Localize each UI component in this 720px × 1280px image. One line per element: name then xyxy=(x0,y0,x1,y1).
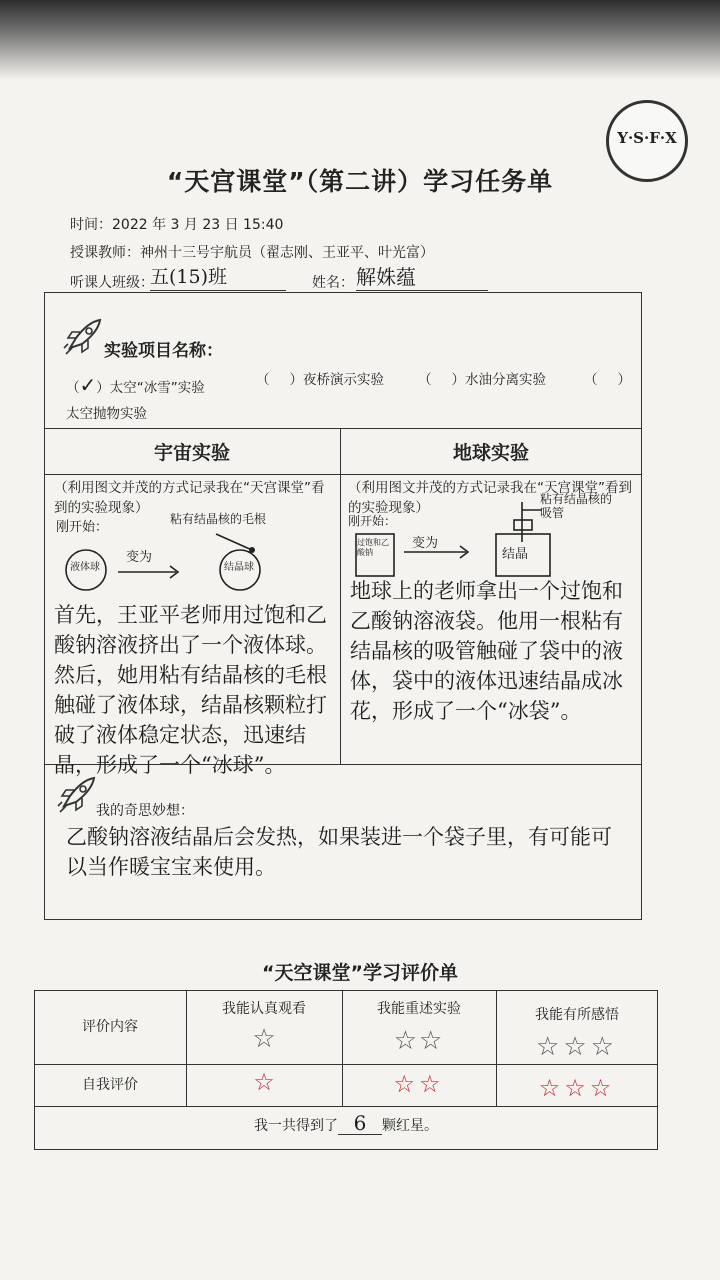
earth-prompt: （利用图文并茂的方式记录我在“天宫课堂”看到的实验现象） xyxy=(348,480,632,516)
divider xyxy=(44,474,642,475)
class-value: 五(15)班 xyxy=(150,262,286,291)
eval-title: “天空课堂”学习评价单 xyxy=(262,962,458,984)
eval-row2-label: 自我评价 xyxy=(82,1077,138,1093)
eval-col-3: 我能有所感悟 xyxy=(535,1007,619,1023)
rocket-icon xyxy=(62,316,104,356)
option-4-label: 太空抛物实验 xyxy=(66,406,147,422)
space-heading: 宇宙实验 xyxy=(153,442,230,464)
eval-total xyxy=(34,1112,658,1135)
experiment-heading: 实验项目名称： xyxy=(104,341,223,361)
column-divider xyxy=(340,428,341,764)
space-sketch-left: 液体球 xyxy=(70,562,100,573)
rocket-icon xyxy=(56,774,98,814)
earth-sketch-note: 粘有结晶核的吸管 xyxy=(540,492,613,520)
name-value: 解姝蕴 xyxy=(356,262,488,291)
space-sketch-arrow: 变为 xyxy=(126,550,153,565)
eval-row1-label: 评价内容 xyxy=(82,1019,138,1035)
earth-sketch xyxy=(350,496,630,580)
eval-stars-2: ☆☆ xyxy=(393,1026,445,1056)
option-1-label: 太空“冰雪”实验 xyxy=(109,380,205,396)
total-suffix: 颗红星。 xyxy=(382,1118,438,1134)
option-1[interactable]: （✓）太空“冰雪”实验 xyxy=(66,373,205,397)
space-prompt: （利用图文并茂的方式记录我在“天宫课堂”看到的实验现象） xyxy=(54,480,325,516)
eval-stars-1: ☆ xyxy=(252,1024,276,1054)
space-description: 首先，王亚平老师用过饱和乙酸钠溶液挤出了一个液体球。然后，她用粘有结晶核的毛根触碰了液体球，结晶核颗粒打破了液体稳定状态，迅速结晶，形成了一个“冰球”。 xyxy=(54,603,327,777)
option-1-mark: ✓ xyxy=(79,373,97,397)
self-stars-2: ☆☆ xyxy=(393,1070,445,1098)
space-sketch-note: 粘有结晶核的毛根 xyxy=(170,512,267,526)
total-prefix: 我一共得到了 xyxy=(254,1118,338,1134)
total-value: 6 xyxy=(338,1112,382,1135)
option-2-label: 夜桥演示实验 xyxy=(303,372,384,388)
divider xyxy=(34,1064,658,1065)
divider xyxy=(34,1106,658,1107)
teacher-line: 授课教师：神州十三号宇航员（翟志刚、王亚平、叶光富） xyxy=(70,245,434,261)
divider xyxy=(44,428,642,429)
eval-col-1: 我能认真观看 xyxy=(222,1001,306,1017)
idea-text: 乙酸钠溶液结晶后会发热，如果装进一个袋子里，有可能可以当作暖宝宝来使用。 xyxy=(66,825,612,879)
class-label: 听课人班级： xyxy=(70,275,154,291)
space-sketch-start: 刚开始： xyxy=(56,520,109,535)
earth-sketch-start: 刚开始： xyxy=(348,514,397,528)
page-title: “天宫课堂”（第二讲）学习任务单 xyxy=(166,167,554,196)
name-label: 姓名： xyxy=(312,275,354,291)
option-4-checkbox[interactable]: （ ） xyxy=(584,372,631,388)
logo-text: Y·S·F·X xyxy=(617,129,677,147)
idea-heading: 我的奇思妙想： xyxy=(96,803,194,819)
self-stars-3: ☆☆☆ xyxy=(538,1074,616,1102)
time-line: 时间：2022 年 3 月 23 日 15:40 xyxy=(70,217,284,233)
earth-description: 地球上的老师拿出一个过饱和乙酸钠溶液袋。他用一根粘有结晶核的吸管触碰了袋中的液体，袋中的液体迅速结晶成冰花，形成了一个“冰袋”。 xyxy=(350,579,623,723)
self-stars-1: ☆ xyxy=(253,1068,275,1096)
option-3[interactable]: （ ）水油分离实验 xyxy=(418,372,546,388)
earth-sketch-right: 结晶 xyxy=(502,547,529,562)
space-sketch-right: 结晶球 xyxy=(224,562,254,573)
earth-sketch-left: 过饱和乙酸钠 xyxy=(357,538,389,557)
earth-heading: 地球实验 xyxy=(452,442,529,464)
option-3-label: 水油分离实验 xyxy=(465,372,546,388)
space-sketch xyxy=(56,526,336,596)
eval-col-2: 我能重述实验 xyxy=(377,1001,461,1017)
top-shadow xyxy=(0,0,720,80)
earth-sketch-arrow: 变为 xyxy=(412,536,439,551)
eval-stars-3: ☆☆☆ xyxy=(536,1032,618,1062)
option-2[interactable]: （ ）夜桥演示实验 xyxy=(256,372,384,388)
